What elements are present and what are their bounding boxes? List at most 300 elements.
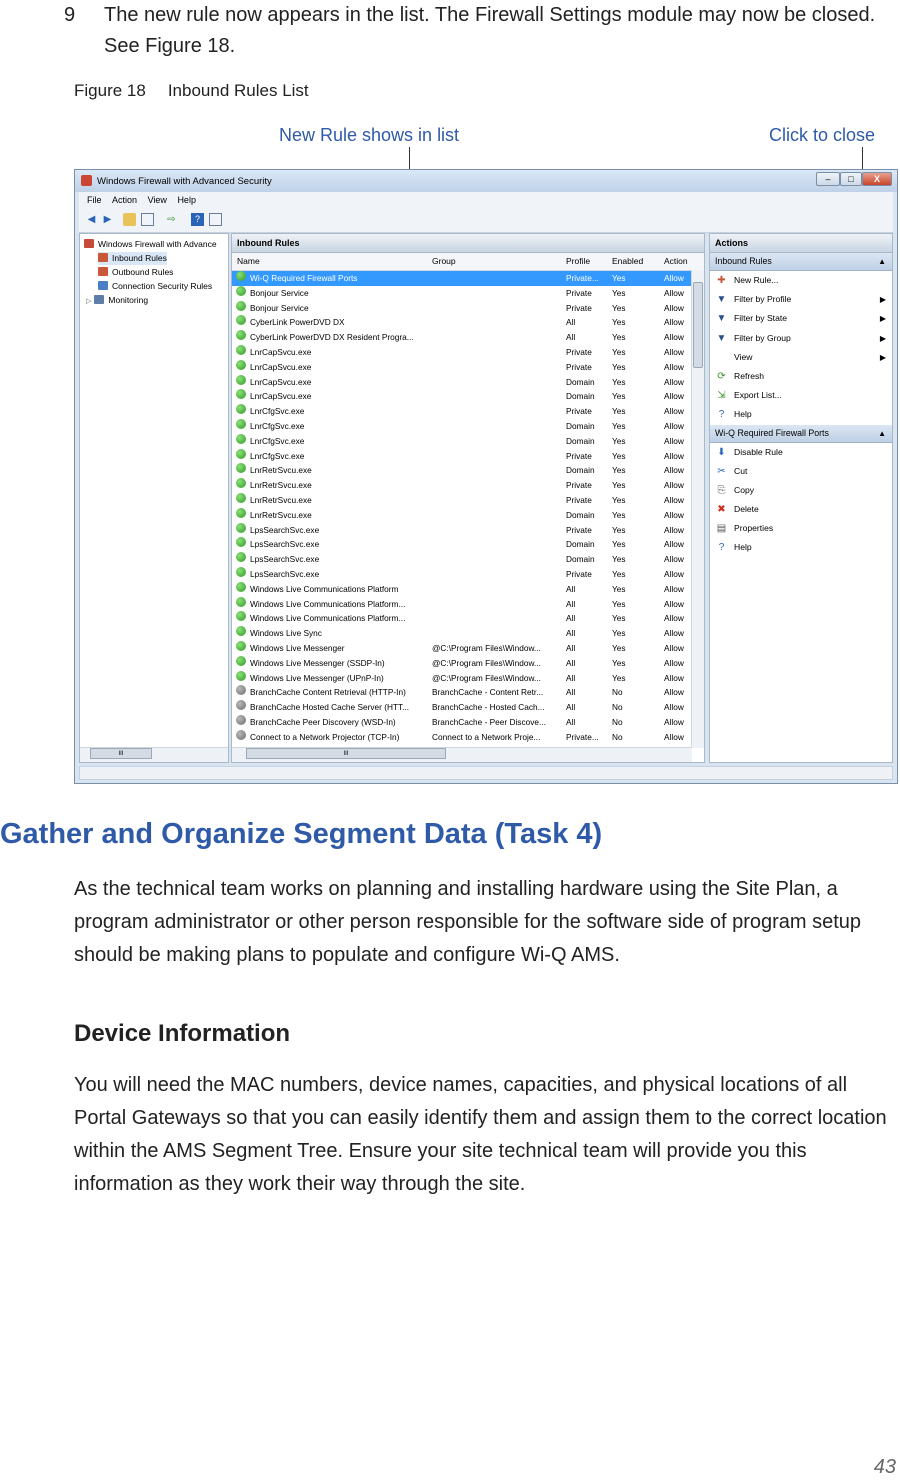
rules-list <box>232 271 704 745</box>
cell-profile: All <box>566 332 576 343</box>
cell-enabled: Yes <box>612 406 626 417</box>
cell-name: Wi-Q Required Firewall Ports <box>250 273 358 283</box>
cell-action: Allow <box>664 494 684 505</box>
cell-profile: Private <box>566 287 592 298</box>
cell-enabled: Yes <box>612 287 626 298</box>
table-row[interactable] <box>232 389 704 404</box>
menu-bar <box>79 192 893 208</box>
action-label: Export List... <box>734 390 782 401</box>
rule-enabled-icon <box>236 656 246 666</box>
rule-enabled-icon <box>236 523 246 533</box>
export-icon[interactable]: ⇨ <box>167 214 176 225</box>
cell-name: LnrCfgSvc.exe <box>250 435 305 446</box>
cell-enabled: Yes <box>612 613 626 624</box>
table-row[interactable] <box>232 685 704 700</box>
cell-profile: All <box>566 317 576 328</box>
rule-enabled-icon <box>236 449 246 459</box>
figure-title: Inbound Rules List <box>167 81 309 100</box>
cell-action: Allow <box>664 273 684 283</box>
tree-item-monitoring[interactable] <box>86 294 148 307</box>
cell-action: Allow <box>664 302 684 313</box>
window-title: Windows Firewall with Advanced Security <box>97 176 272 187</box>
table-row[interactable] <box>232 360 704 375</box>
monitoring-icon <box>94 295 104 304</box>
tree-root[interactable] <box>84 238 217 251</box>
table-row[interactable] <box>232 301 704 316</box>
navigation-tree <box>79 233 229 763</box>
up-folder-icon[interactable] <box>123 213 136 226</box>
rule-disabled-icon <box>236 700 246 710</box>
cell-name: LnrRetrSvcu.exe <box>250 465 312 476</box>
cell-enabled: Yes <box>612 598 626 609</box>
menu-file[interactable]: File <box>87 195 102 205</box>
table-row[interactable] <box>232 493 704 508</box>
cell-action: Allow <box>664 672 684 683</box>
help-icon[interactable]: ? <box>191 213 204 226</box>
cell-name: LnrCapSvcu.exe <box>250 391 312 402</box>
table-row[interactable] <box>232 330 704 345</box>
table-row[interactable] <box>232 567 704 582</box>
actions-section-selected-rule[interactable] <box>710 425 892 443</box>
cell-name: LnrCapSvcu.exe <box>250 361 312 372</box>
cell-group: BranchCache - Content Retr... <box>432 687 544 698</box>
rule-enabled-icon <box>236 345 246 355</box>
show-hide-tree-icon[interactable] <box>141 213 154 226</box>
action-delete[interactable] <box>710 500 892 519</box>
action-export-list[interactable] <box>710 386 892 405</box>
cell-name: CyberLink PowerDVD DX <box>250 317 345 328</box>
cell-action: Allow <box>664 346 684 357</box>
cell-enabled: No <box>612 716 623 727</box>
cell-name: LnrCapSvcu.exe <box>250 376 312 387</box>
rule-enabled-icon <box>236 404 246 414</box>
table-row[interactable] <box>232 375 704 390</box>
cell-enabled: Yes <box>612 346 626 357</box>
cell-enabled: Yes <box>612 435 626 446</box>
cell-action: Allow <box>664 391 684 402</box>
cell-profile: All <box>566 642 576 653</box>
submenu-arrow-icon: ▶ <box>879 333 886 343</box>
action-label: Filter by Profile <box>734 294 792 305</box>
rule-enabled-icon <box>236 493 246 503</box>
help-icon: ? <box>718 542 725 554</box>
rule-enabled-icon <box>236 626 246 636</box>
cell-action: Allow <box>664 376 684 387</box>
cell-enabled: Yes <box>612 657 626 668</box>
vertical-scroll-thumb[interactable] <box>693 282 703 368</box>
cell-name: BranchCache Hosted Cache Server (HTT... <box>250 702 410 713</box>
cell-name: LnrCfgSvc.exe <box>250 420 305 431</box>
cell-profile: Domain <box>566 391 595 402</box>
cell-name: Windows Live Messenger (SSDP-In) <box>250 657 385 668</box>
action-label: Copy <box>734 484 755 495</box>
cell-profile: Domain <box>566 435 595 446</box>
cell-action: Allow <box>664 420 684 431</box>
action-help[interactable] <box>710 405 892 424</box>
filter-icon: ▼ <box>716 332 727 344</box>
minimize-button[interactable]: – <box>816 172 840 186</box>
cell-profile: Domain <box>566 539 595 550</box>
rule-disabled-icon <box>236 715 246 725</box>
rule-enabled-icon <box>236 434 246 444</box>
cell-name: LnrRetrSvcu.exe <box>250 480 312 491</box>
cell-action: Allow <box>664 657 684 668</box>
action-new-rule[interactable] <box>710 271 892 290</box>
cut-icon: ✂ <box>717 465 726 477</box>
cell-profile: All <box>566 672 576 683</box>
action-refresh[interactable] <box>710 367 892 386</box>
action-label: New Rule... <box>734 275 779 285</box>
cell-name: LpsSearchSvc.exe <box>250 568 320 579</box>
maximize-button[interactable]: □ <box>840 172 862 186</box>
cell-enabled: Yes <box>612 672 626 683</box>
cell-action: Allow <box>664 539 684 550</box>
cell-name: Bonjour Service <box>250 287 309 298</box>
cell-profile: All <box>566 598 576 609</box>
cell-enabled: Yes <box>612 583 626 594</box>
cell-name: LpsSearchSvc.exe <box>250 539 320 550</box>
tree-item-outbound-rules[interactable] <box>98 266 173 279</box>
cell-enabled: No <box>612 702 623 713</box>
action-label: Help <box>734 542 752 553</box>
table-row[interactable] <box>232 434 704 449</box>
cell-profile: Private <box>566 450 592 461</box>
rule-enabled-icon <box>236 567 246 577</box>
filter-icon: ▼ <box>716 294 727 306</box>
toolbar <box>79 208 893 233</box>
cell-profile: All <box>566 657 576 668</box>
cell-action: Allow <box>664 406 684 417</box>
copy-icon: ⎘ <box>717 484 726 496</box>
figure-label: Figure 18 <box>74 81 146 100</box>
action-label: View <box>734 351 753 362</box>
rule-enabled-icon <box>236 478 246 488</box>
cell-action: Allow <box>664 287 684 298</box>
outbound-rules-icon <box>98 267 108 276</box>
properties-view-icon[interactable] <box>209 213 222 226</box>
refresh-icon: ⟳ <box>717 370 726 382</box>
action-label: Help <box>734 409 752 420</box>
inbound-rules-pane <box>231 233 705 763</box>
rule-enabled-icon <box>236 315 246 325</box>
rule-enabled-icon <box>236 389 246 399</box>
section-heading: Gather and Organize Segment Data (Task 4) <box>0 818 603 850</box>
actions-section-inbound-rules[interactable] <box>710 253 892 271</box>
inbound-rules-icon <box>98 253 108 262</box>
help-icon: ? <box>718 409 725 421</box>
export-icon: ⇲ <box>717 390 726 402</box>
cell-action: Allow <box>664 524 684 535</box>
table-row[interactable] <box>232 449 704 464</box>
table-row[interactable] <box>232 597 704 612</box>
tree-item-label: Outbound Rules <box>112 267 174 277</box>
rule-enabled-icon <box>236 552 246 562</box>
action-cut[interactable] <box>710 462 892 481</box>
tree-horizontal-scrollbar[interactable] <box>80 747 228 762</box>
table-row[interactable] <box>232 419 704 434</box>
forward-arrow-icon[interactable]: ▶ <box>103 214 112 225</box>
new-rule-icon: ✚ <box>717 275 726 286</box>
page-number: 43 <box>873 1456 896 1478</box>
action-disable-rule[interactable] <box>710 443 892 462</box>
step-9 <box>64 0 900 62</box>
rule-enabled-icon <box>236 537 246 547</box>
submenu-arrow-icon: ▶ <box>879 295 886 305</box>
cell-enabled: Yes <box>612 494 626 505</box>
cell-profile: All <box>566 583 576 594</box>
tree-item-inbound-rules[interactable] <box>98 252 167 265</box>
rule-enabled-icon <box>236 641 246 651</box>
figure-caption <box>74 81 331 101</box>
tree-item-connection-security-rules[interactable] <box>98 280 212 293</box>
cell-name: Windows Live Sync <box>250 628 322 639</box>
connection-security-icon <box>98 281 108 290</box>
cell-name: LpsSearchSvc.exe <box>250 524 320 535</box>
table-row[interactable] <box>232 715 704 730</box>
status-bar <box>79 766 893 780</box>
action-copy[interactable] <box>710 481 892 500</box>
cell-action: Allow <box>664 480 684 491</box>
cell-profile: Domain <box>566 420 595 431</box>
table-row[interactable] <box>232 404 704 419</box>
cell-name: Connect to a Network Projector (TCP-In) <box>250 731 400 742</box>
cell-action: Allow <box>664 554 684 565</box>
cell-enabled: Yes <box>612 302 626 313</box>
cell-name: Bonjour Service <box>250 302 309 313</box>
table-row[interactable] <box>232 315 704 330</box>
cell-group: @C:\Program Files\Window... <box>432 672 541 683</box>
selected-rule-actions <box>710 443 892 558</box>
cell-profile: Domain <box>566 376 595 387</box>
view-icon <box>716 352 727 363</box>
disable-icon: ⬇ <box>717 446 726 458</box>
table-row[interactable] <box>232 463 704 478</box>
callout-new-rule: New Rule shows in list <box>279 125 460 145</box>
rule-enabled-icon <box>236 508 246 518</box>
filter-icon: ▼ <box>716 313 727 325</box>
rule-enabled-icon <box>236 419 246 429</box>
rule-disabled-icon <box>236 685 246 695</box>
rule-enabled-icon <box>236 671 246 681</box>
collapse-icon[interactable]: ▲ <box>878 257 886 266</box>
cell-action: Allow <box>664 598 684 609</box>
table-row[interactable] <box>232 478 704 493</box>
rule-enabled-icon <box>236 360 246 370</box>
pane-header: Inbound Rules <box>232 234 704 253</box>
table-row[interactable] <box>232 523 704 538</box>
rule-enabled-icon <box>236 582 246 592</box>
cell-enabled: Yes <box>612 628 626 639</box>
cell-group: Connect to a Network Proje... <box>432 731 541 742</box>
callout-close: Click to close <box>769 125 876 145</box>
step-number: 9 <box>64 4 76 26</box>
action-label: Disable Rule <box>734 446 783 457</box>
action-filter-by-group[interactable] <box>710 329 892 348</box>
tree-item-label: Connection Security Rules <box>112 281 213 291</box>
rule-disabled-icon <box>236 730 246 740</box>
tree-root-label: Windows Firewall with Advance <box>98 239 217 249</box>
menu-help[interactable]: Help <box>177 195 196 205</box>
cell-group: @C:\Program Files\Window... <box>432 642 541 653</box>
cell-group: BranchCache - Hosted Cach... <box>432 702 545 713</box>
cell-profile: Private <box>566 568 592 579</box>
step-text: The new rule now appears in the list. The Firewall Settings module may now be closed. See Figure 18. <box>104 4 876 57</box>
table-row[interactable] <box>232 508 704 523</box>
column-name[interactable]: Name <box>237 256 260 266</box>
action-label: Filter by Group <box>734 332 791 343</box>
cell-name: LnrCapSvcu.exe <box>250 346 312 357</box>
rule-enabled-icon <box>236 330 246 340</box>
action-help[interactable] <box>710 538 892 557</box>
cell-profile: Private... <box>566 273 599 283</box>
cell-profile: Private... <box>566 731 599 742</box>
table-row[interactable] <box>232 611 704 626</box>
action-label: Delete <box>734 504 759 515</box>
rules-horizontal-scrollbar[interactable] <box>232 747 692 762</box>
rule-enabled-icon <box>236 463 246 473</box>
cell-name: CyberLink PowerDVD DX Resident Progra... <box>250 332 414 343</box>
firewall-icon <box>84 239 94 248</box>
table-row[interactable] <box>232 730 704 745</box>
actions-header: Actions <box>710 234 892 253</box>
cell-name: Windows Live Communications Platform... <box>250 613 406 624</box>
table-row[interactable] <box>232 286 704 301</box>
cell-enabled: Yes <box>612 642 626 653</box>
cell-profile: Domain <box>566 509 595 520</box>
cell-enabled: Yes <box>612 568 626 579</box>
cell-profile: Private <box>566 361 592 372</box>
rule-enabled-icon <box>236 597 246 607</box>
action-filter-by-state[interactable] <box>710 309 892 328</box>
cell-action: Allow <box>664 716 684 727</box>
cell-name: Windows Live Messenger (UPnP-In) <box>250 672 384 683</box>
cell-enabled: Yes <box>612 332 626 343</box>
cell-enabled: Yes <box>612 420 626 431</box>
cell-enabled: Yes <box>612 539 626 550</box>
collapse-icon[interactable]: ▲ <box>878 428 886 438</box>
cell-group: BranchCache - Peer Discove... <box>432 716 546 727</box>
tree-scroll-thumb[interactable]: III <box>90 748 152 759</box>
cell-enabled: Yes <box>612 391 626 402</box>
cell-profile: Private <box>566 406 592 417</box>
action-label: Refresh <box>734 370 765 381</box>
cell-enabled: Yes <box>612 509 626 520</box>
table-row[interactable] <box>232 552 704 567</box>
title-bar <box>75 170 897 192</box>
cell-profile: Private <box>566 494 592 505</box>
table-row[interactable] <box>232 700 704 715</box>
table-row[interactable] <box>232 641 704 656</box>
delete-icon: ✖ <box>717 504 726 516</box>
cell-action: Allow <box>664 687 684 698</box>
column-group[interactable]: Group <box>432 256 456 266</box>
cell-profile: Domain <box>566 465 595 476</box>
cell-name: BranchCache Content Retrieval (HTTP-In) <box>250 687 406 698</box>
tree-item-label: Inbound Rules <box>112 253 167 263</box>
column-enabled[interactable]: Enabled <box>612 256 644 266</box>
action-view[interactable] <box>710 348 892 367</box>
cell-action: Allow <box>664 583 684 594</box>
cell-enabled: Yes <box>612 524 626 535</box>
cell-profile: All <box>566 613 576 624</box>
table-row[interactable] <box>232 626 704 641</box>
cell-enabled: No <box>612 687 623 698</box>
cell-profile: Private <box>566 346 592 357</box>
table-row[interactable] <box>232 582 704 597</box>
table-row[interactable] <box>232 345 704 360</box>
cell-enabled: Yes <box>612 480 626 491</box>
action-properties[interactable] <box>710 519 892 538</box>
close-button[interactable]: X <box>862 172 892 186</box>
rule-enabled-icon <box>236 286 246 296</box>
cell-action: Allow <box>664 361 684 372</box>
inbound-rules-actions <box>710 271 892 425</box>
cell-action: Allow <box>664 702 684 713</box>
menu-action[interactable]: Action <box>112 195 138 205</box>
column-profile[interactable]: Profile <box>566 256 591 266</box>
cell-name: LnrCfgSvc.exe <box>250 406 305 417</box>
cell-name: BranchCache Peer Discovery (WSD-In) <box>250 716 396 727</box>
rule-enabled-icon <box>236 611 246 621</box>
rule-enabled-icon <box>236 301 246 311</box>
cell-profile: Domain <box>566 554 595 565</box>
cell-action: Allow <box>664 317 684 328</box>
cell-name: LnrRetrSvcu.exe <box>250 509 312 520</box>
cell-action: Allow <box>664 450 684 461</box>
subsection-heading: Device Information <box>74 1020 291 1047</box>
menu-view[interactable]: View <box>147 195 167 205</box>
cell-profile: Private <box>566 302 592 313</box>
submenu-arrow-icon: ▶ <box>879 352 886 362</box>
cell-enabled: Yes <box>612 450 626 461</box>
cell-name: LpsSearchSvc.exe <box>250 554 320 565</box>
cell-action: Allow <box>664 731 684 742</box>
cell-enabled: Yes <box>612 361 626 372</box>
action-filter-by-profile[interactable] <box>710 290 892 309</box>
section-paragraph: As the technical team works on planning and installing hardware using the Site Plan, a program administrator or other person responsible for the software side of program setup should be making plans to populate and configure Wi-Q AMS. <box>74 878 862 966</box>
column-header-row <box>232 253 704 271</box>
cell-name: Windows Live Communications Platform... <box>250 598 406 609</box>
firewall-app-icon <box>81 175 92 186</box>
cell-profile: All <box>566 702 576 713</box>
cell-name: Windows Live Communications Platform <box>250 583 399 594</box>
rules-vertical-scrollbar[interactable] <box>691 270 704 748</box>
cell-enabled: Yes <box>612 376 626 387</box>
table-row[interactable] <box>232 537 704 552</box>
action-label: Properties <box>734 523 774 534</box>
action-label: Filter by State <box>734 313 788 324</box>
cell-enabled: No <box>612 731 623 742</box>
cell-action: Allow <box>664 642 684 653</box>
column-action[interactable]: Action <box>664 256 688 266</box>
cell-profile: Private <box>566 480 592 491</box>
cell-action: Allow <box>664 628 684 639</box>
horizontal-scroll-thumb[interactable]: III <box>246 748 446 759</box>
submenu-arrow-icon: ▶ <box>879 314 886 324</box>
expand-arrow-icon[interactable]: ▷ <box>86 298 92 305</box>
rule-enabled-icon <box>236 375 246 385</box>
table-row[interactable] <box>232 656 704 671</box>
properties-icon: ▤ <box>716 523 727 535</box>
cell-profile: All <box>566 716 576 727</box>
cell-action: Allow <box>664 465 684 476</box>
back-arrow-icon[interactable]: ◀ <box>87 214 96 225</box>
table-row-selected[interactable] <box>232 271 704 286</box>
actions-pane <box>709 233 893 763</box>
table-row[interactable] <box>232 671 704 686</box>
cell-name: LnrCfgSvc.exe <box>250 450 305 461</box>
cell-profile: All <box>566 687 576 698</box>
